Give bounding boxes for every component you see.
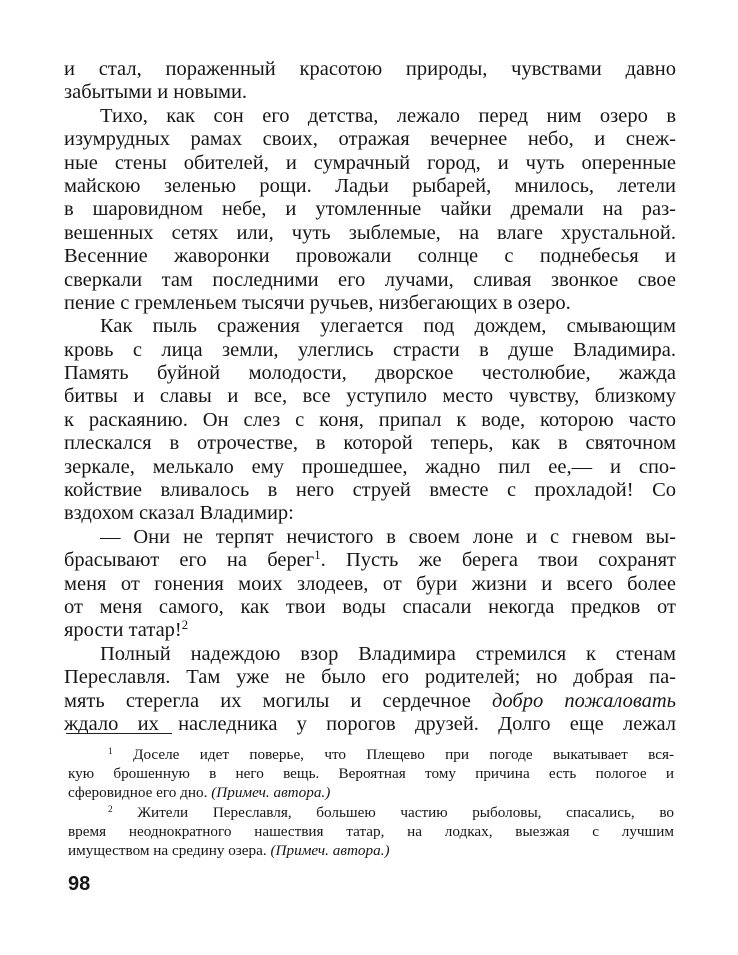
text-line: изумрудных рамах своих, отражая вечернее небо, и снеж- — [64, 128, 676, 151]
text-line: битвы и славы и все, все уступило место чувству, близкому — [64, 385, 676, 408]
text-line: плескался в отрочестве, в которой теперь, как в святочном — [64, 432, 676, 455]
footnote-ref-2: 2 — [181, 618, 189, 633]
text-fragment: Доселе идет поверье, что Плещево при погоде выкатывает вся- — [112, 746, 674, 763]
text-line: вздохом сказал Владимир: — [64, 502, 294, 525]
footnote-line: время неоднократного нашествия татар, на лодках, выезжая с лучшим — [68, 822, 674, 840]
text-line — [64, 619, 676, 642]
text-line: Память буйной молодости, дворское честолюбие, жажда — [64, 362, 676, 385]
footnote-line — [68, 803, 674, 822]
text-line: и стал, пораженный красотою природы, чувствами давно — [64, 58, 676, 80]
footnote-line — [68, 783, 674, 802]
footnote-line — [68, 841, 674, 860]
footnotes — [68, 745, 674, 860]
footnote-divider — [66, 733, 172, 734]
text-line: в шаровидном небе, и утомленные чайки дремали на раз- — [64, 198, 676, 221]
italic-phrase: добро пожаловать — [492, 689, 676, 712]
text-fragment: мять стерегла их могилы и сердечное — [64, 689, 471, 712]
author-note: (Примеч. автора.) — [270, 841, 390, 859]
text-line: Полный надеждою взор Владимира стремился к стенам — [100, 642, 676, 665]
footnote-marker: 2 — [108, 804, 113, 815]
body-text — [64, 58, 676, 736]
text-line: Переславля. Там уже не было его родителей; но добрая па- — [64, 666, 676, 689]
text-line: — Они не терпят нечистого в своем лоне и с гневом вы- — [100, 525, 676, 548]
footnote-line — [68, 745, 674, 764]
text-line: Весенние жаворонки провожали солнце с поднебесья и — [64, 245, 676, 268]
text-line: сверкали там последними его лучами, сливая звонкое свое — [64, 268, 676, 291]
text-line: кровь с лица земли, улеглись страсти в душе Владимира. — [64, 338, 676, 361]
text-line: к раскаянию. Он слез с коня, припал к воде, которою часто — [64, 408, 676, 431]
text-fragment: брасывают его на берег — [64, 549, 315, 572]
footnote-marker: 1 — [108, 746, 113, 757]
footnote-line: кую брошенную в него вещь. Вероятная тому причина есть пологое и — [68, 765, 674, 783]
text-fragment: Жители Переславля, большею частию рыболовы, спасались, во — [112, 803, 674, 821]
text-line: от меня самого, как твои воды спасали некогда предков от — [64, 595, 676, 618]
text-line: майскою зеленью рощи. Ладьи рыбарей, мнилось, летели — [64, 174, 676, 197]
text-line: меня от гонения моих злодеев, от бури жизни и всего более — [64, 572, 676, 595]
text-line: ждало их наследника у порогов друзей. Долго еще лежал — [64, 712, 676, 735]
text-line: забытыми и новыми. — [64, 81, 248, 104]
text-fragment: . Пусть же берега твои сохранят — [320, 549, 676, 572]
text-line — [64, 690, 676, 713]
text-line: зеркале, мелькало ему прошедшее, жадно пил ее,— и спо- — [64, 455, 676, 478]
text-fragment: сферовидное его дно. — [68, 784, 212, 802]
text-line: Тихо, как сон его детства, лежало перед ним озеро в — [100, 104, 676, 127]
text-line — [64, 549, 676, 572]
author-note: (Примеч. автора.) — [211, 784, 331, 802]
footnote-ref-1: 1 — [314, 548, 321, 563]
text-line: вешенных сетях или, чуть зыблемые, на влаге хрустальной. — [64, 221, 676, 244]
text-line: пение с гремленьем тысячи ручьев, низбегающих в озеро. — [64, 291, 571, 314]
text-line: койствие вливалось в него струей вместе с прохладой! Со — [64, 479, 676, 502]
text-line: ные стены обителей, и сумрачный город, и чуть оперенные — [64, 151, 676, 174]
text-line: Как пыль сражения улегается под дождем, смывающим — [100, 315, 676, 338]
text-fragment: имуществом на средину озера. — [68, 841, 271, 859]
page-number: 98 — [68, 873, 91, 895]
text-fragment: ярости татар! — [64, 619, 182, 642]
